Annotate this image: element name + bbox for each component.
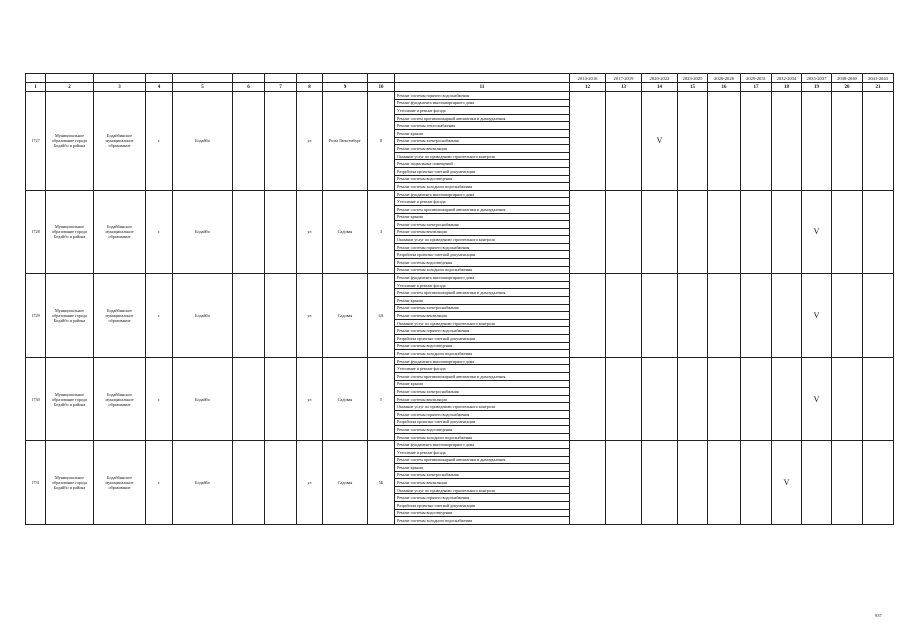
period-cell	[802, 92, 832, 191]
municipality-name: Бодайбинское муниципальное образование	[94, 92, 146, 191]
column-number: 13	[606, 83, 642, 92]
work-item: Ремонт системы вентиляции	[395, 479, 570, 487]
work-item: Ремонт фундамента многоквартирного дома	[395, 357, 570, 365]
house-number: 4А	[368, 274, 395, 358]
period-cell	[863, 441, 894, 525]
period-cell	[772, 190, 802, 274]
empty-cell	[233, 92, 265, 191]
period-header: 2029-2031	[741, 74, 772, 83]
period-cell	[708, 92, 741, 191]
work-item: Ремонт крыши	[395, 380, 570, 388]
work-item: Ремонт фундамента многоквартирного дома	[395, 274, 570, 282]
period-cell	[832, 190, 863, 274]
period-mark: V	[642, 92, 678, 191]
work-item: Ремонт системы водоотведения	[395, 509, 570, 517]
empty-cell	[265, 190, 297, 274]
work-item: Ремонт системы водоотведения	[395, 259, 570, 267]
table-row	[26, 190, 894, 198]
work-item: Ремонт системы электроснабжения	[395, 388, 570, 396]
street-name: Розы Люксембург	[323, 92, 368, 191]
work-item: Ремонт систем противопожарной автоматики и дымоудаления	[395, 456, 570, 464]
period-cell	[570, 357, 606, 441]
table-row	[26, 274, 894, 282]
work-item: Ремонт системы водоотведения	[395, 426, 570, 434]
period-header-row	[26, 74, 894, 83]
work-item: Ремонт системы теплоснабжения	[395, 122, 570, 130]
period-cell	[863, 92, 894, 191]
work-item: Ремонт крыши	[395, 213, 570, 221]
work-item: Ремонт системы водоотведения	[395, 342, 570, 350]
column-number: 18	[772, 83, 802, 92]
work-item: Разработка проектно-сметной документации	[395, 502, 570, 510]
record-number: 1728	[26, 190, 46, 274]
work-item: Утепление и ремонт фасада	[395, 198, 570, 206]
period-cell	[606, 357, 642, 441]
table-row	[26, 441, 894, 449]
work-item: Ремонт фундамента многоквартирного дома	[395, 190, 570, 198]
house-number: 5	[368, 357, 395, 441]
street-name: Садовая	[323, 357, 368, 441]
period-cell	[741, 92, 772, 191]
period-header: 2023-2025	[678, 74, 708, 83]
column-number: 7	[265, 83, 297, 92]
work-item: Ремонт системы горячего водоснабжения	[395, 92, 570, 100]
settlement-type: г.	[146, 190, 173, 274]
period-cell	[708, 190, 741, 274]
period-cell	[642, 274, 678, 358]
capital-repair-register-table	[25, 73, 894, 525]
work-item: Ремонт системы горячего водоснабжения	[395, 410, 570, 418]
column-number: 20	[832, 83, 863, 92]
column-number: 10	[368, 83, 395, 92]
street-type: ул	[297, 274, 323, 358]
work-item: Оказание услуг по проведению строительного контроля	[395, 319, 570, 327]
column-number: 9	[323, 83, 368, 92]
work-item: Разработка проектно-сметной документации	[395, 418, 570, 426]
work-item: Разработка проектно-сметной документации	[395, 251, 570, 259]
period-cell	[606, 190, 642, 274]
work-item: Ремонт системы холодного водоснабжения	[395, 350, 570, 358]
period-mark: V	[802, 357, 832, 441]
work-item: Ремонт системы водоотведения	[395, 175, 570, 183]
column-number: 3	[94, 83, 146, 92]
work-item: Ремонт крыши	[395, 129, 570, 137]
record-number: 1727	[26, 92, 46, 191]
period-cell	[832, 357, 863, 441]
column-number: 15	[678, 83, 708, 92]
work-item: Утепление и ремонт фасада	[395, 448, 570, 456]
settlement-name: Бодайбо	[173, 357, 233, 441]
period-cell	[570, 190, 606, 274]
empty-cell	[265, 92, 297, 191]
period-cell	[678, 190, 708, 274]
period-cell	[642, 357, 678, 441]
record-number: 1731	[26, 441, 46, 525]
work-item: Ремонт крыши	[395, 464, 570, 472]
work-item: Ремонт систем противопожарной автоматики и дымоудаления	[395, 289, 570, 297]
period-cell	[832, 92, 863, 191]
empty-cell	[233, 357, 265, 441]
work-item: Утепление и ремонт фасада	[395, 365, 570, 373]
municipality-name: Бодайбинское муниципальное образование	[94, 190, 146, 274]
work-item: Ремонт системы холодного водоснабжения	[395, 517, 570, 525]
register-body	[26, 92, 894, 525]
empty-cell	[233, 190, 265, 274]
period-cell	[772, 92, 802, 191]
street-type: ул	[297, 190, 323, 274]
work-item: Оказание услуг по проведению строительного контроля	[395, 236, 570, 244]
house-number: 8	[368, 92, 395, 191]
column-number: 16	[708, 83, 741, 92]
work-item: Ремонт систем противопожарной автоматики и дымоудаления	[395, 372, 570, 380]
column-number: 2	[46, 83, 94, 92]
column-number: 19	[802, 83, 832, 92]
register-table-container	[25, 73, 888, 525]
work-item: Ремонт систем противопожарной автоматики и дымоудаления	[395, 205, 570, 213]
work-item: Ремонт системы холодного водоснабжения	[395, 183, 570, 191]
empty-cell	[265, 274, 297, 358]
period-cell	[708, 441, 741, 525]
period-mark: V	[772, 441, 802, 525]
settlement-name: Бодайбо	[173, 274, 233, 358]
empty-cell	[265, 441, 297, 525]
work-item: Ремонт системы вентиляции	[395, 228, 570, 236]
column-number: 11	[395, 83, 570, 92]
settlement-type: г.	[146, 441, 173, 525]
table-row	[26, 357, 894, 365]
period-cell	[606, 274, 642, 358]
work-item: Ремонт системы электроснабжения	[395, 471, 570, 479]
work-item: Ремонт подвальных помещений	[395, 160, 570, 168]
period-cell	[741, 441, 772, 525]
period-header: 2032-2034	[772, 74, 802, 83]
district-name: Муниципальное образование города Бодайбо и района	[46, 92, 94, 191]
work-item: Ремонт системы электроснабжения	[395, 304, 570, 312]
street-name: Садовая	[323, 441, 368, 525]
work-item: Оказание услуг по проведению строительного контроля	[395, 486, 570, 494]
period-cell	[678, 274, 708, 358]
work-item: Оказание услуг по проведению строительного контроля	[395, 403, 570, 411]
settlement-type: г.	[146, 92, 173, 191]
period-header: 2038-2040	[832, 74, 863, 83]
period-header: 2020-2022	[642, 74, 678, 83]
period-cell	[741, 357, 772, 441]
settlement-name: Бодайбо	[173, 92, 233, 191]
period-cell	[741, 274, 772, 358]
street-type: ул	[297, 92, 323, 191]
column-number: 17	[741, 83, 772, 92]
period-cell	[772, 274, 802, 358]
work-item: Ремонт системы электроснабжения	[395, 221, 570, 229]
district-name: Муниципальное образование города Бодайбо и района	[46, 274, 94, 358]
period-header: 2017-2019	[606, 74, 642, 83]
period-cell	[832, 441, 863, 525]
house-number: 3	[368, 190, 395, 274]
period-cell	[863, 274, 894, 358]
work-item: Ремонт системы горячего водоснабжения	[395, 327, 570, 335]
period-cell	[708, 274, 741, 358]
municipality-name: Бодайбинское муниципальное образование	[94, 274, 146, 358]
period-cell	[570, 92, 606, 191]
street-type: ул	[297, 357, 323, 441]
period-cell	[772, 357, 802, 441]
column-number: 5	[173, 83, 233, 92]
work-item: Разработка проектно-сметной документации	[395, 167, 570, 175]
column-number: 6	[233, 83, 265, 92]
column-number: 12	[570, 83, 606, 92]
column-number: 8	[297, 83, 323, 92]
period-cell	[642, 190, 678, 274]
settlement-type: г.	[146, 357, 173, 441]
period-cell	[606, 92, 642, 191]
work-item: Ремонт системы горячего водоснабжения	[395, 243, 570, 251]
period-cell	[802, 441, 832, 525]
work-item: Ремонт фундамента многоквартирного дома	[395, 441, 570, 449]
period-header: 2014-2016	[570, 74, 606, 83]
street-name: Садовая	[323, 274, 368, 358]
record-number: 1729	[26, 274, 46, 358]
work-item: Ремонт системы холодного водоснабжения	[395, 266, 570, 274]
record-number: 1730	[26, 357, 46, 441]
period-cell	[708, 357, 741, 441]
period-cell	[741, 190, 772, 274]
column-number-row	[26, 83, 894, 92]
column-number: 21	[863, 83, 894, 92]
district-name: Муниципальное образование города Бодайбо и района	[46, 357, 94, 441]
period-cell	[863, 190, 894, 274]
work-item: Ремонт системы вентиляции	[395, 312, 570, 320]
empty-cell	[265, 357, 297, 441]
work-item: Ремонт системы горячего водоснабжения	[395, 494, 570, 502]
municipality-name: Бодайбинское муниципальное образование	[94, 357, 146, 441]
work-item: Утепление и ремонт фасада	[395, 107, 570, 115]
house-number: 5Б	[368, 441, 395, 525]
work-item: Ремонт крыши	[395, 297, 570, 305]
work-item: Разработка проектно-сметной документации	[395, 335, 570, 343]
empty-cell	[233, 441, 265, 525]
work-item: Ремонт фундамента многоквартирного дома	[395, 99, 570, 107]
period-cell	[832, 274, 863, 358]
settlement-name: Бодайбо	[173, 441, 233, 525]
period-header: 2041-2043	[863, 74, 894, 83]
period-cell	[570, 441, 606, 525]
settlement-type: г.	[146, 274, 173, 358]
work-item: Ремонт систем противопожарной автоматики и дымоудаления	[395, 114, 570, 122]
work-item: Ремонт системы вентиляции	[395, 395, 570, 403]
work-item: Оказание услуг по проведению строительного контроля	[395, 152, 570, 160]
settlement-name: Бодайбо	[173, 190, 233, 274]
column-number: 4	[146, 83, 173, 92]
district-name: Муниципальное образование города Бодайбо и района	[46, 190, 94, 274]
table-row	[26, 92, 894, 100]
work-item: Ремонт системы электроснабжения	[395, 137, 570, 145]
period-cell	[678, 357, 708, 441]
period-cell	[678, 441, 708, 525]
district-name: Муниципальное образование города Бодайбо и района	[46, 441, 94, 525]
work-item: Ремонт системы холодного водоснабжения	[395, 433, 570, 441]
period-header: 2035-2037	[802, 74, 832, 83]
period-cell	[642, 441, 678, 525]
empty-cell	[233, 274, 265, 358]
period-header: 2026-2028	[708, 74, 741, 83]
column-number: 14	[642, 83, 678, 92]
period-mark: V	[802, 274, 832, 358]
period-mark: V	[802, 190, 832, 274]
period-cell	[570, 274, 606, 358]
street-type: ул	[297, 441, 323, 525]
column-number: 1	[26, 83, 46, 92]
period-cell	[678, 92, 708, 191]
period-cell	[863, 357, 894, 441]
page-number: 937	[875, 613, 882, 618]
period-cell	[606, 441, 642, 525]
work-item: Утепление и ремонт фасада	[395, 281, 570, 289]
municipality-name: Бодайбинское муниципальное образование	[94, 441, 146, 525]
work-item: Ремонт системы вентиляции	[395, 145, 570, 153]
street-name: Садовая	[323, 190, 368, 274]
